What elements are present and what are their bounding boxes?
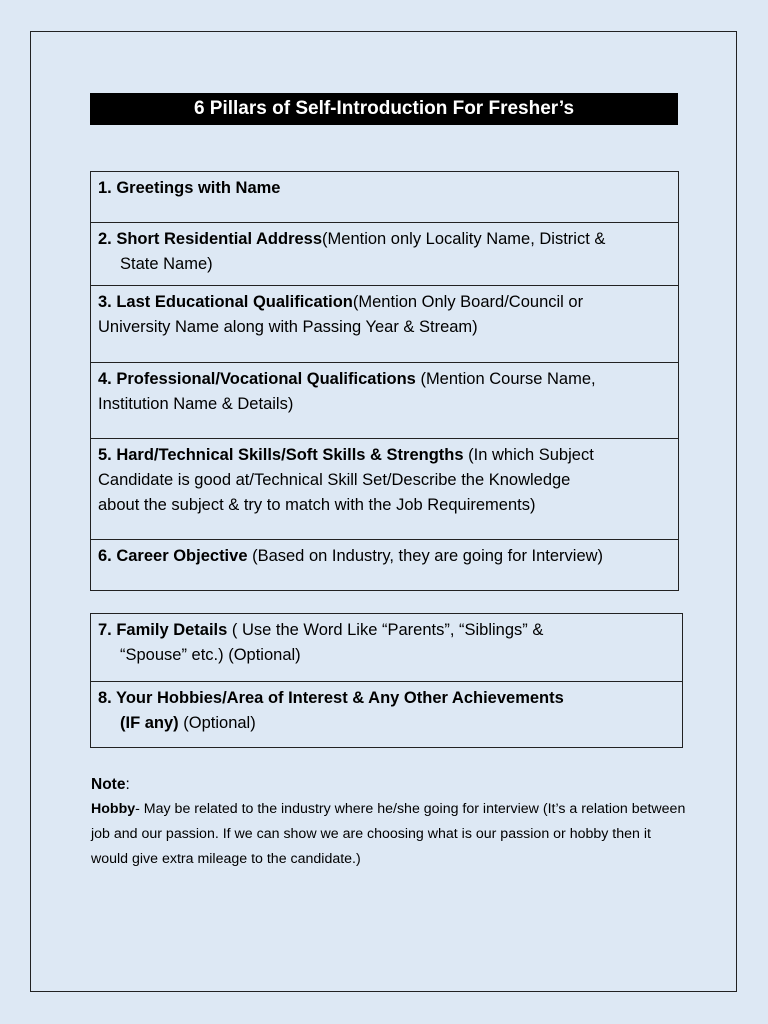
pillar-8-label: 8. Your Hobbies/Area of Interest & Any Other Achievements <box>98 689 564 707</box>
note-hobby-text: - May be related to the industry where he/she going for interview (It’s a relation between job and our passion. If we can show we are choosing what is our passion or hobby then it would give extra mileage to the candidate.) <box>91 801 686 867</box>
pillar-8-detail-cont: (Optional) <box>178 714 256 732</box>
extras-table <box>90 613 683 748</box>
pillars-table <box>90 171 679 591</box>
pillar-2-detail-cont: State Name) <box>120 255 213 273</box>
pillar-2-detail: (Mention only Locality Name, District & <box>322 230 606 248</box>
note-heading-label: Note <box>91 776 126 793</box>
pillar-1-label: 1. Greetings with Name <box>98 179 281 197</box>
pillar-5-detail: (In which Subject <box>463 446 594 464</box>
pillar-7-label: 7. Family Details <box>98 621 228 639</box>
pillar-6-label: 6. Career Objective <box>98 547 248 565</box>
pillar-6-detail: (Based on Industry, they are going for Interview) <box>247 547 604 565</box>
pillar-row-4 <box>91 362 678 438</box>
pillar-3-detail-cont: University Name along with Passing Year & Stream) <box>98 318 478 336</box>
pillar-4-detail: (Mention Course Name, <box>415 370 596 388</box>
pillar-row-1 <box>91 172 678 222</box>
pillar-row-5 <box>91 438 678 539</box>
pillar-4-detail-cont: Institution Name & Details) <box>98 395 294 413</box>
pillar-8-bold-cont: (IF any) <box>120 714 179 732</box>
pillar-2-label: 2. Short Residential Address <box>98 230 323 248</box>
pillar-row-6 <box>91 539 678 590</box>
pillar-5-detail-cont-2: about the subject & try to match with the Job Requirements) <box>98 496 536 514</box>
pillar-row-7 <box>91 614 682 681</box>
pillar-7-detail: ( Use the Word Like “Parents”, “Siblings” & <box>227 621 544 639</box>
pillar-3-label: 3. Last Educational Qualification <box>98 293 353 311</box>
pillar-row-2 <box>91 222 678 285</box>
note-heading-colon: : <box>125 776 130 793</box>
pillar-3-detail: (Mention Only Board/Council or <box>352 293 584 311</box>
note-hobby-label: Hobby <box>91 801 136 817</box>
pillar-row-3 <box>91 285 678 362</box>
pillar-5-detail-cont: Candidate is good at/Technical Skill Set/Describe the Knowledge <box>98 471 571 489</box>
pillar-5-label: 5. Hard/Technical Skills/Soft Skills & Strengths <box>98 446 464 464</box>
page-title-text: 6 Pillars of Self-Introduction For Fresher’s <box>193 98 575 119</box>
page-title <box>90 93 678 125</box>
note-section <box>91 772 691 872</box>
note-heading <box>91 772 691 797</box>
note-body <box>91 797 691 872</box>
pillar-4-label: 4. Professional/Vocational Qualifications <box>98 370 416 388</box>
pillar-7-detail-cont: “Spouse” etc.) (Optional) <box>120 646 301 664</box>
pillar-row-8 <box>91 681 682 747</box>
